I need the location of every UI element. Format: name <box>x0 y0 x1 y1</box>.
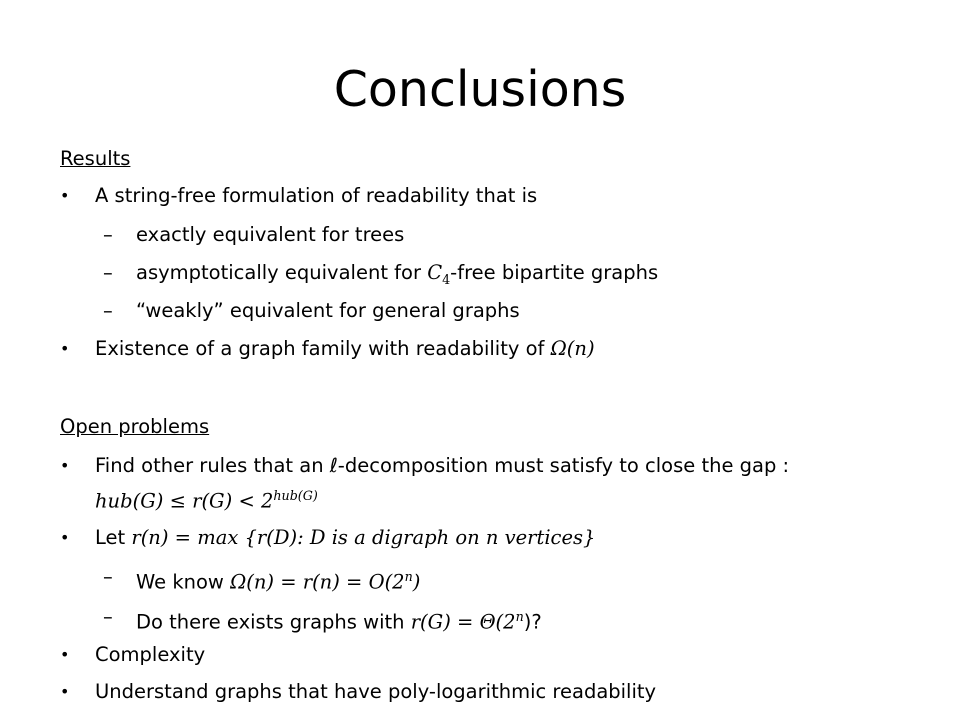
results-item-existence <box>95 335 595 363</box>
results-heading: Results <box>60 147 131 170</box>
open-item-polylog: Understand graphs that have poly-logarithmic readability <box>95 680 657 703</box>
open-problems-heading: Open problems <box>60 415 210 438</box>
theta-math: r(G) = Θ(2 <box>410 610 516 634</box>
slide-title: Conclusions <box>333 61 627 118</box>
omega-n-math: Ω(n) <box>550 337 595 360</box>
bullet-icon: • <box>60 645 70 664</box>
rn-definition-math: r(n) = max {r(D): D is a digraph on n vertices} <box>131 526 596 549</box>
bullet-icon: • <box>60 186 70 205</box>
theta-exponent: n <box>515 609 524 624</box>
bounds-exponent: n <box>404 569 413 584</box>
bullet-icon: • <box>60 682 70 701</box>
dash-icon: – <box>103 261 113 284</box>
dash-icon: – <box>103 299 113 322</box>
hub-inequality-exponent: hub(G) <box>273 488 318 503</box>
bullet-icon: • <box>60 456 70 475</box>
open-sub-exists-graphs <box>136 603 542 637</box>
theta-close: )? <box>523 610 542 634</box>
bounds-close: ) <box>412 570 421 594</box>
open-sub-we-know <box>136 563 420 597</box>
c4-math-subscript: 4 <box>442 271 451 287</box>
open-sub-exists-pre: Do there exists graphs with <box>136 610 411 634</box>
results-sub-weakly: “weakly” equivalent for general graphs <box>136 299 520 322</box>
open-item-complexity: Complexity <box>95 643 206 666</box>
results-sub-c4-free-post: -free bipartite graphs <box>450 261 659 284</box>
results-item-existence-pre: Existence of a graph family with readability of <box>95 337 551 360</box>
open-item-rules-line2 <box>95 482 318 516</box>
results-item-string-free: A string-free formulation of readability that is <box>95 184 538 207</box>
open-item-rules-line1: Find other rules that an ℓ-decomposition must satisfy to close the gap : <box>95 454 790 477</box>
open-item-let-rn <box>95 524 595 552</box>
results-sub-trees: exactly equivalent for trees <box>136 223 405 246</box>
c4-math: C <box>427 261 443 284</box>
dash-icon: – <box>103 565 113 588</box>
open-sub-we-know-pre: We know <box>136 570 231 594</box>
bullet-icon: • <box>60 339 70 358</box>
bounds-math: Ω(n) = r(n) = O(2 <box>230 570 405 594</box>
open-item-let-pre: Let <box>95 526 132 549</box>
dash-icon: – <box>103 605 113 628</box>
results-sub-c4-free <box>136 259 658 294</box>
dash-icon: – <box>103 223 113 246</box>
bullet-icon: • <box>60 528 70 547</box>
results-sub-c4-free-pre: asymptotically equivalent for <box>136 261 428 284</box>
hub-inequality-math: hub(G) ≤ r(G) < 2 <box>95 489 274 513</box>
